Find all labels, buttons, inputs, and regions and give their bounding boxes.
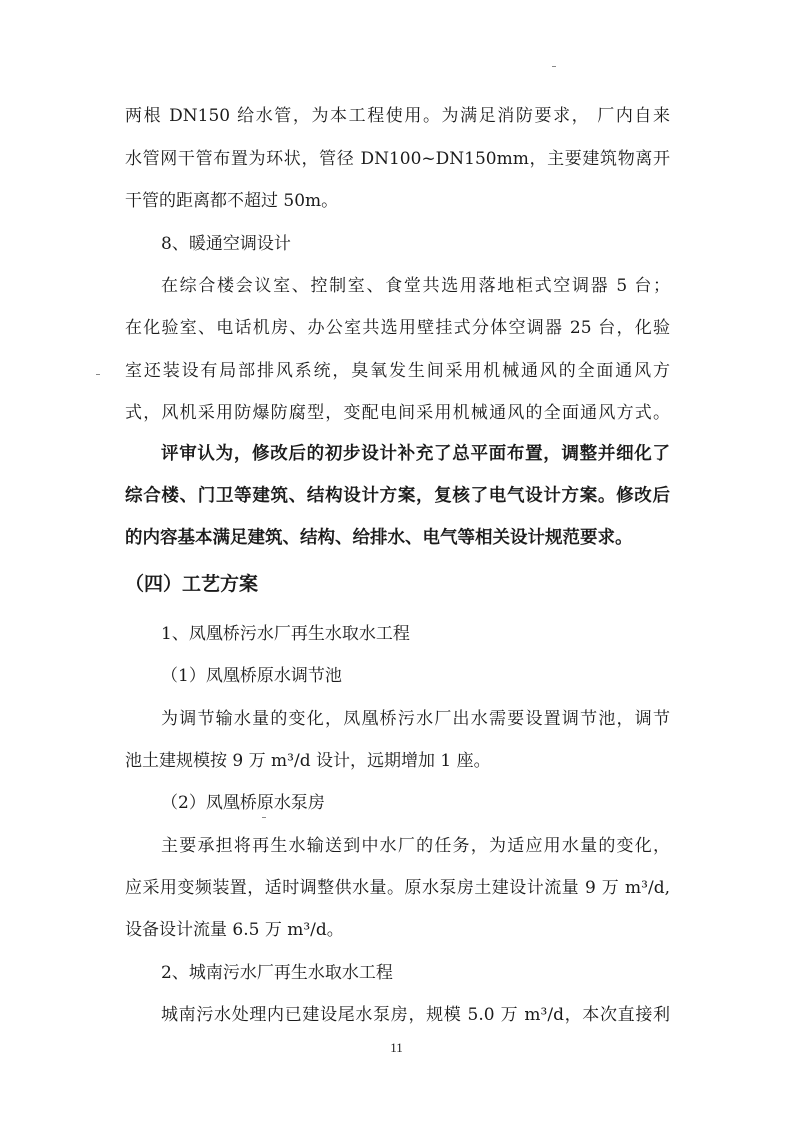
paragraph-line: 室还装设有局部排风系统，臭氧发生间采用机械通风的全面通风方 (125, 361, 670, 381)
paragraph-line: 城南污水处理内已建设尾水泵房，规模 5.0 万 m³/d，本次直接利 (161, 1005, 670, 1025)
subsection-title: （1）凤凰桥原水调节池 (161, 666, 342, 686)
scan-speck (96, 374, 100, 375)
paragraph-line: 设备设计流量 6.5 万 m³/d。 (125, 920, 344, 940)
chapter-heading: （四）工艺方案 (125, 573, 259, 595)
subsection-title: （2）凤凰桥原水泵房 (161, 793, 325, 813)
scan-speck (552, 66, 556, 67)
paragraph-line: 干管的距离都不超过 50m。 (125, 191, 339, 211)
review-conclusion-line: 的内容基本满足建筑、结构、给排水、电气等相关设计规范要求。 (125, 528, 633, 548)
paragraph-line: 在综合楼会议室、控制室、食堂共选用落地柜式空调器 5 台； (161, 276, 670, 296)
paragraph-line: 两根 DN150 给水管，为本工程使用。为满足消防要求， 厂内自来 (125, 106, 670, 126)
paragraph-line: 水管网干管布置为环状，管径 DN100~DN150mm，主要建筑物离开 (125, 149, 670, 169)
section-title: 8、暖通空调设计 (161, 234, 291, 254)
page-number: 11 (390, 1040, 403, 1055)
paragraph-line: 在化验室、电话机房、办公室共选用壁挂式分体空调器 25 台，化验 (125, 318, 670, 338)
paragraph-line: 为调节输水量的变化，凤凰桥污水厂出水需要设置调节池，调节 (161, 709, 670, 729)
section-title: 2、城南污水厂再生水取水工程 (161, 963, 393, 983)
section-title: 1、凤凰桥污水厂再生水取水工程 (161, 624, 410, 644)
paragraph-line: 主要承担将再生水输送到中水厂的任务，为适应用水量的变化， (161, 836, 670, 856)
review-conclusion-line: 评审认为，修改后的初步设计补充了总平面布置，调整并细化了 (161, 444, 670, 464)
paragraph-line: 应采用变频装置，适时调整供水量。原水泵房土建设计流量 9 万 m³/d, (125, 878, 670, 898)
paragraph-line: 式，风机采用防爆防腐型，变配电间采用机械通风的全面通风方式。 (125, 403, 670, 423)
review-conclusion-line: 综合楼、门卫等建筑、结构设计方案，复核了电气设计方案。修改后 (125, 486, 670, 506)
scan-speck (262, 817, 266, 818)
paragraph-line: 池土建规模按 9 万 m³/d 设计，远期增加 1 座。 (125, 751, 491, 771)
